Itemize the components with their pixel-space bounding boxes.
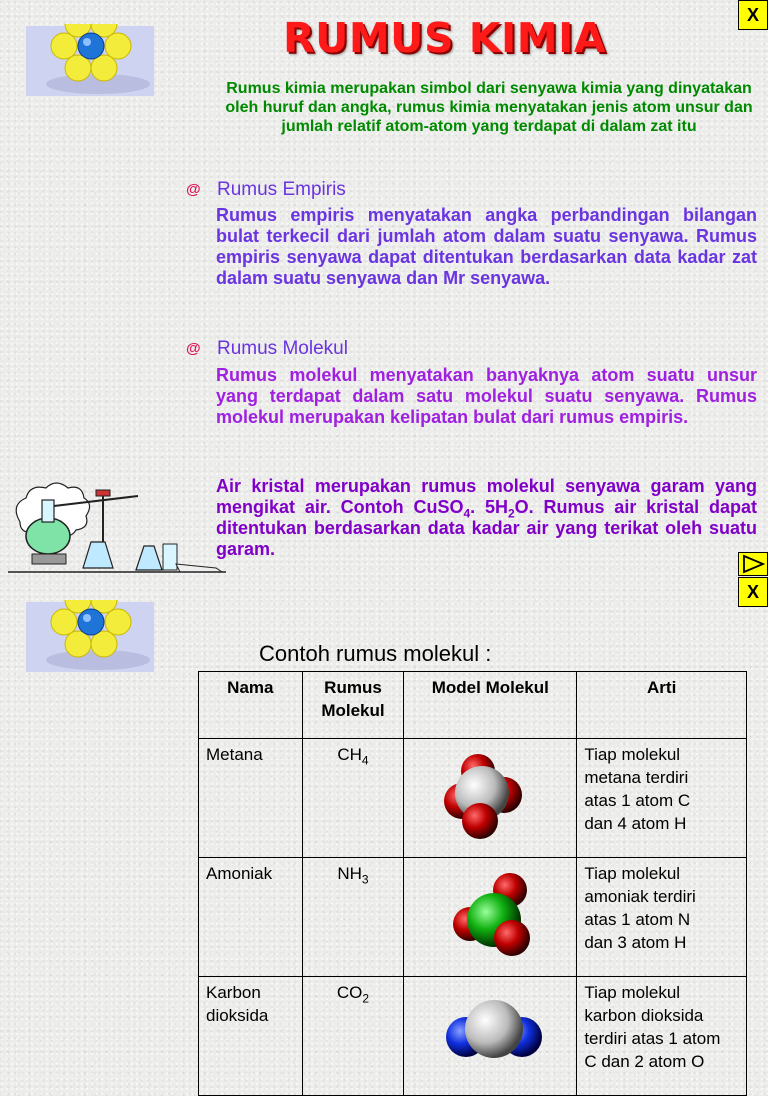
cell-model bbox=[404, 858, 577, 977]
cell-formula: $CH_4$ bbox=[302, 739, 404, 858]
lab-equipment-illustration bbox=[8, 478, 228, 578]
cell-arti: Tiap molekul amoniak terdiri atas 1 atom N dan 3 atom H bbox=[577, 858, 747, 977]
heading-rumus-empiris: Rumus Empiris bbox=[217, 179, 346, 200]
carbon-dioxide-model-icon bbox=[404, 977, 576, 1089]
next-button[interactable] bbox=[738, 552, 768, 576]
flower-icon bbox=[26, 600, 154, 672]
ammonia-model-icon bbox=[404, 858, 576, 970]
flower-decoration-top bbox=[26, 26, 154, 96]
close-button-bottom[interactable]: X bbox=[738, 577, 768, 607]
cell-nama: Metana bbox=[199, 739, 303, 858]
cell-nama: Amoniak bbox=[199, 858, 303, 977]
table-row bbox=[199, 739, 747, 858]
header-rumus-molekul: Rumus Molekul bbox=[302, 672, 404, 739]
text-rumus-empiris: Rumus empiris menyatakan angka perbandingan bilangan bulat terkecil dari jumlah atom dalam suatu senyawa. Rumus empiris senyawa dapat ditentukan berdasarkan data kadar zat dalam suatu senyawa dan Mr senyawa. bbox=[216, 205, 757, 288]
flower-icon bbox=[26, 24, 154, 96]
spiral-bullet-icon: @ bbox=[186, 181, 201, 198]
cell-model bbox=[404, 739, 577, 858]
molecular-formula-table bbox=[198, 671, 747, 1096]
text-air-kristal: Air kristal merupakan rumus molekul senyawa garam yang mengikat air. Contoh CuSO$_4$. $5H_2O$. Rumus air kristal dapat ditentukan berdasarkan data kadar air yang terikat oleh suatu garam. bbox=[216, 476, 757, 559]
table-header-row bbox=[199, 672, 747, 739]
table-row bbox=[199, 858, 747, 977]
play-arrow-icon bbox=[739, 553, 767, 575]
header-nama: Nama bbox=[199, 672, 303, 739]
text-rumus-molekul: Rumus molekul menyatakan banyaknya atom suatu unsur yang terdapat dalam satu molekul suatu senyawa. Rumus molekul merupakan kelipatan bulat dari rumus empiris. bbox=[216, 365, 757, 427]
table-caption: Contoh rumus molekul : bbox=[259, 641, 492, 666]
page-title: RUMUS KIMIA bbox=[283, 14, 607, 62]
close-button-top[interactable]: X bbox=[738, 0, 768, 30]
table-row bbox=[199, 977, 747, 1096]
header-model-molekul: Model Molekul bbox=[404, 672, 577, 739]
spiral-bullet-icon: @ bbox=[186, 340, 201, 357]
cell-nama: Karbon dioksida bbox=[199, 977, 303, 1096]
flower-decoration-bottom bbox=[26, 602, 154, 672]
cell-arti: Tiap molekul karbon dioksida terdiri atas 1 atom C dan 2 atom O bbox=[577, 977, 747, 1096]
cell-model bbox=[404, 977, 577, 1096]
heading-rumus-molekul: Rumus Molekul bbox=[217, 338, 348, 359]
cell-arti: Tiap molekul metana terdiri atas 1 atom C dan 4 atom H bbox=[577, 739, 747, 858]
cell-formula: $NH_3$ bbox=[302, 858, 404, 977]
methane-model-icon bbox=[404, 739, 576, 851]
cell-formula: $CO_2$ bbox=[302, 977, 404, 1096]
header-arti: Arti bbox=[577, 672, 747, 739]
intro-text: Rumus kimia merupakan simbol dari senyawa kimia yang dinyatakan oleh huruf dan angka, rumus kimia menyatakan jenis atom unsur dan jumlah relatif atom-atom yang terdapat di dalam zat itu bbox=[225, 80, 753, 135]
